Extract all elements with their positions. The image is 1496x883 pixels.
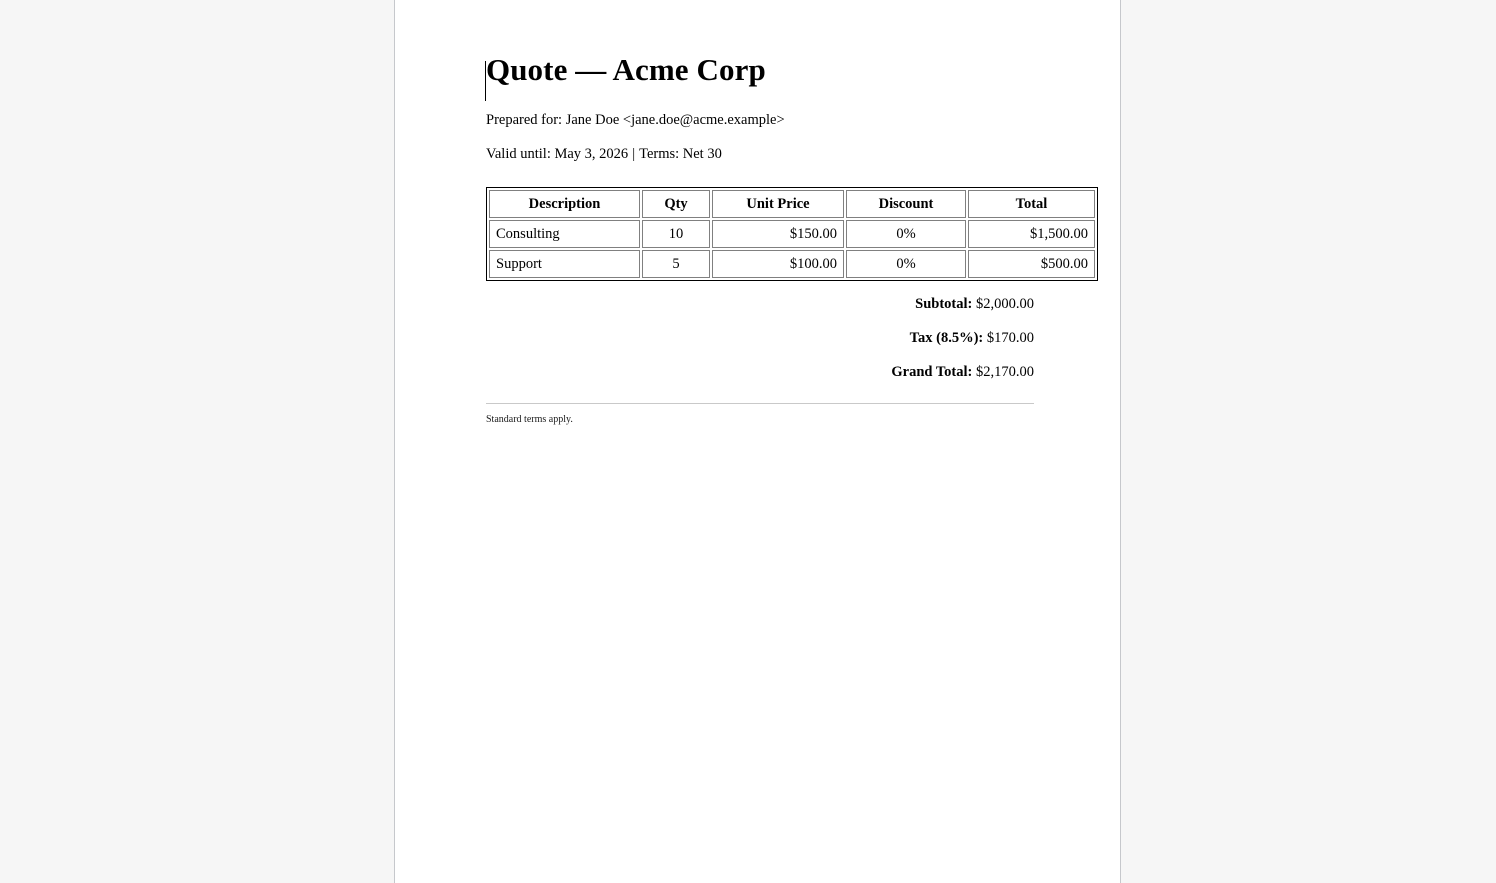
- line-items-table[interactable]: [486, 187, 1098, 281]
- table-row[interactable]: [489, 220, 1095, 248]
- validity-terms-line[interactable]: [486, 145, 1034, 163]
- tax-label: Tax (8.5%):: [909, 330, 984, 347]
- column-header-discount: Discount: [846, 190, 966, 218]
- totals-section: [486, 295, 1034, 381]
- cell-discount[interactable]: 0%: [846, 250, 966, 278]
- cell-discount[interactable]: 0%: [846, 220, 966, 248]
- table-row[interactable]: [489, 250, 1095, 278]
- meta-separator: |: [632, 146, 636, 163]
- document-page[interactable]: [394, 0, 1121, 883]
- subtotal-label: Subtotal:: [915, 295, 973, 312]
- column-header-qty: Qty: [642, 190, 710, 218]
- cell-description[interactable]: Support: [489, 250, 640, 278]
- cell-total[interactable]: $1,500.00: [968, 220, 1095, 248]
- document-content: [486, 50, 1088, 426]
- subtotal-row: [486, 295, 1034, 313]
- cell-unit-price[interactable]: $150.00: [712, 220, 844, 248]
- valid-until-text: Valid until: May 3, 2026: [486, 146, 629, 163]
- grand-total-value: $2,170.00: [976, 364, 1034, 381]
- grand-total-label: Grand Total:: [891, 364, 973, 381]
- column-header-description: Description: [489, 190, 640, 218]
- tax-row: [486, 329, 1034, 347]
- grand-total-row: [486, 363, 1034, 381]
- cell-unit-price[interactable]: $100.00: [712, 250, 844, 278]
- subtotal-value: $2,000.00: [976, 295, 1034, 312]
- terms-text: Terms: Net 30: [639, 146, 722, 163]
- column-header-total: Total: [968, 190, 1095, 218]
- footer-divider: [486, 403, 1034, 404]
- footer-note: Standard terms apply.: [486, 414, 573, 426]
- cell-total[interactable]: $500.00: [968, 250, 1095, 278]
- text-caret: [485, 61, 486, 101]
- page-title[interactable]: Quote — Acme Corp: [486, 52, 766, 87]
- table-header-row: [489, 190, 1095, 218]
- column-header-unit-price: Unit Price: [712, 190, 844, 218]
- prepared-for-line[interactable]: Prepared for: Jane Doe <jane.doe@acme.example>: [486, 112, 785, 129]
- cell-qty[interactable]: 10: [642, 220, 710, 248]
- tax-value: $170.00: [986, 330, 1034, 347]
- cell-qty[interactable]: 5: [642, 250, 710, 278]
- cell-description[interactable]: Consulting: [489, 220, 640, 248]
